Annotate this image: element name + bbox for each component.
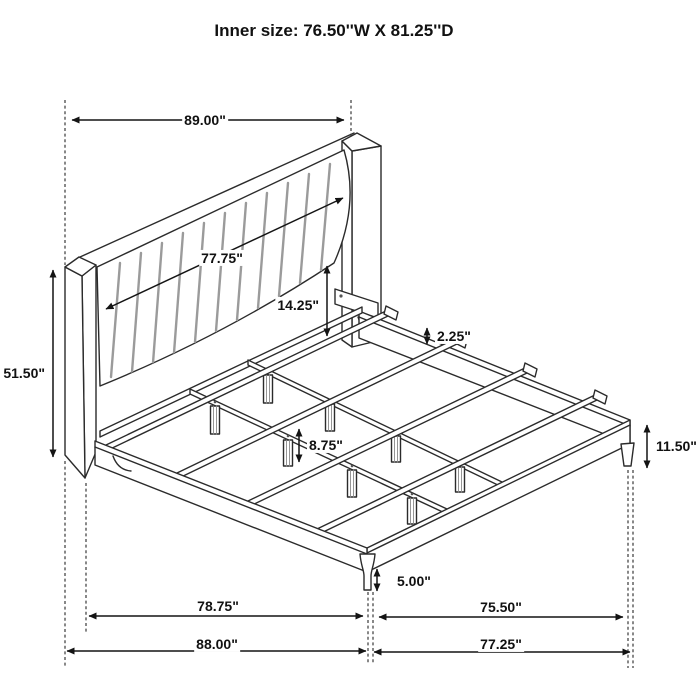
dim-label-headboard-height: 51.50" [3, 364, 45, 381]
dim-label-overall-length: 88.00" [196, 635, 238, 652]
dim-label-panel-to-slats: 14.25" [277, 296, 319, 313]
front-corner-leg [360, 554, 375, 590]
dim-label-foot-outer-width: 77.25" [480, 635, 522, 652]
dim-label-side-rail-length: 78.75" [197, 597, 239, 614]
right-side-rail [359, 311, 630, 444]
dim-label-panel-width: 77.75" [201, 249, 243, 266]
right-rail-face [359, 311, 630, 444]
dim-label-slat-clearance: 2.25" [437, 327, 471, 344]
support-leg [348, 465, 357, 497]
mount-screw-dot [339, 294, 342, 297]
headboard-left-post [65, 257, 96, 478]
left-side-rail [95, 441, 367, 572]
dim-label-foot-inner-width: 75.50" [480, 598, 522, 615]
support-leg [284, 435, 293, 466]
left-rail-face [95, 441, 367, 572]
dim-label-side-rail-height: 11.50" [656, 437, 697, 454]
dim-label-headboard-width: 89.00" [184, 111, 226, 128]
dim-label-front-leg-height: 5.00" [397, 572, 431, 589]
diagram-title: Inner size: 76.50''W X 81.25''D [214, 21, 454, 40]
support-leg [211, 401, 220, 434]
support-leg [408, 493, 417, 524]
right-corner-leg [621, 443, 634, 466]
left-post-front-face [65, 267, 85, 478]
dim-label-center-leg-height: 8.75" [309, 436, 343, 453]
